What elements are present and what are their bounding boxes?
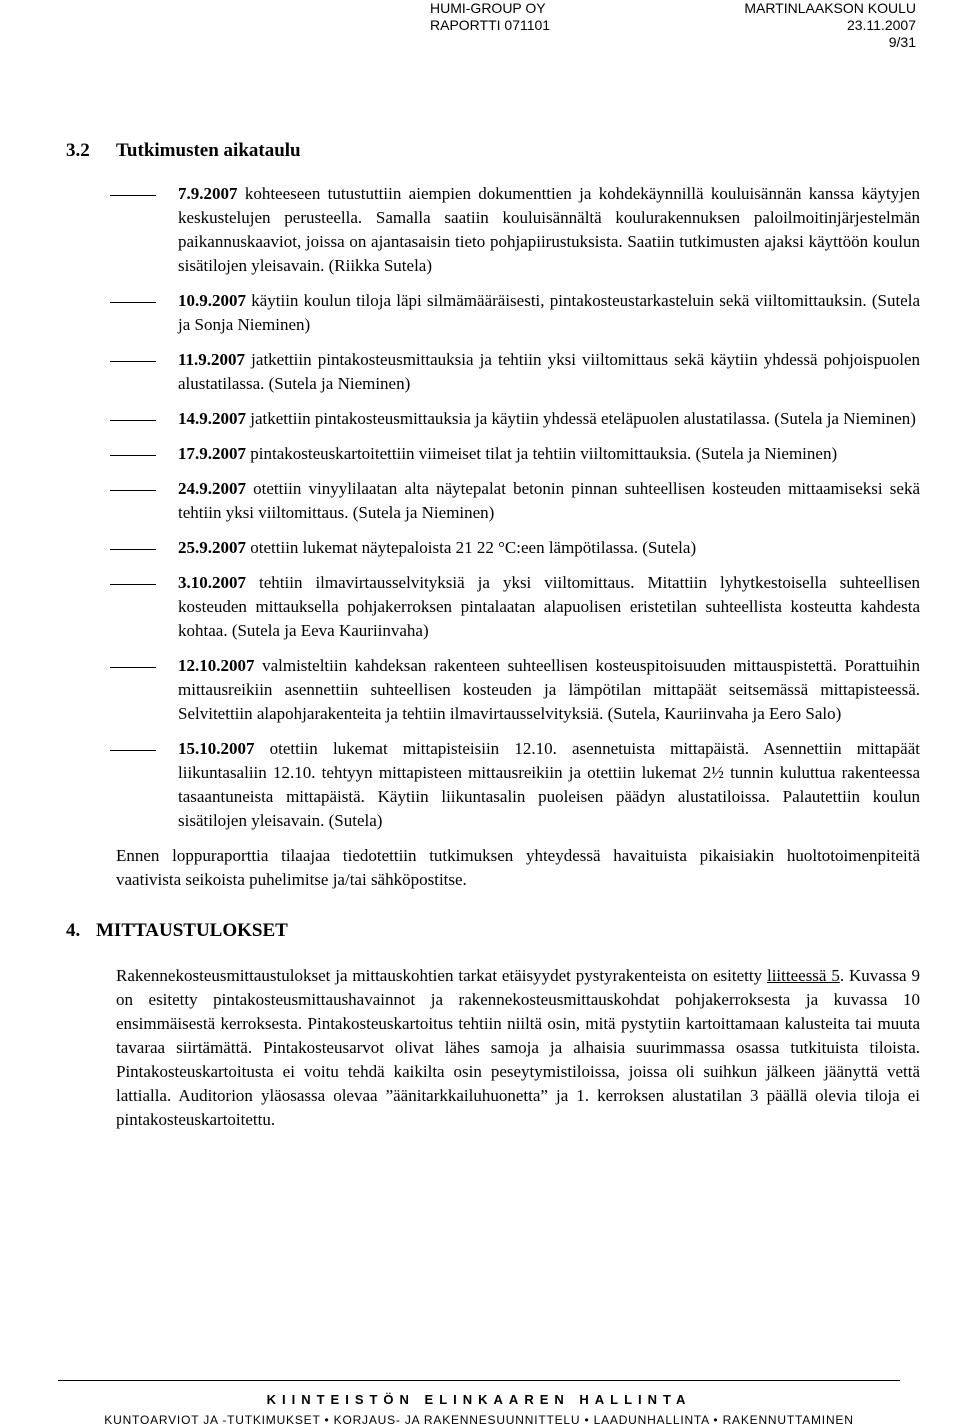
section-heading-3-2 [66,138,920,164]
dash-bullet-icon [110,750,156,751]
dash-bullet-icon [110,490,156,491]
dash-bullet-icon [110,361,156,362]
appendix-5-link[interactable]: liitteessä 5 [766,966,840,985]
entry-text: valmisteltiin kahdeksan rakenteen suhteellisen kosteuspitoisuuden mittauspistettä. Porattuihin mittausreikiin asennettiin suhteellisen kosteuden ja lämpötilan mittapäät seitsemässä mittapisteessä. Selvitettiin alapohjarakenteita ja tehtiin ilmavirtausselvityksiä. (Sutela, Kauriinvaha ja Eero Salo) [178,656,920,723]
list-item [66,442,920,466]
results-text-end: . Kuvassa 9 on esitetty pintakosteusmittaushavainnot ja rakennekosteusmittauskohdat pohjakerroksesta ja kuvassa 10 ensimmäisestä kerroksesta. Pintakosteuskartoitus tehtiin niiltä osin, mitä pystytiin kartoittamaan kalusteita tai muuta tavaraa siirtämättä. Pintakosteusarvot olivat lähes samoja ja alhaisia suurimmassa osassa tutkituista tiloista. Pintakosteuskartoitusta ei voitu tehdä kaikilta osin peseytymistiloissa, joissa oli suihkun jälkeen jäänyttä vettä lattialla. Auditorion yläosassa olevaa ”äänitarkkailuhuonetta” ja 1. kerroksen alustatilan 3 päällä olevia tiloja ei pintakosteuskartoitettu. [116,966,920,1129]
section-number: 4. [66,920,81,941]
schedule-list [66,182,920,833]
entry-text: otettiin vinyylilaatan alta näytepalat betonin pinnan suhteellisen kosteuden mittaamiseksi sekä tehtiin yksi viiltomittaus. (Sutela ja Nieminen) [178,479,920,522]
footer-brand: KIINTEISTÖN ELINKAAREN HALLINTA [266,1392,692,1407]
list-item [66,571,920,643]
dash-bullet-icon [110,455,156,456]
document-body [66,138,920,1132]
list-item [66,477,920,525]
header-right [744,0,916,51]
closing-paragraph: Ennen loppuraporttia tilaajaa tiedotettiin tutkimuksen yhteydessä havaituista pikaisiakin huoltotoimenpiteitä vaativista seikoista puhelimitse ja/tai sähköpostitse. [116,846,920,889]
footer-divider [58,1380,900,1381]
page-number: 9/31 [888,34,916,50]
section-title: Tutkimusten aikataulu [116,140,301,161]
section-number: 3.2 [66,140,90,161]
list-item [66,654,920,726]
entry-date: 11.9.2007 [178,350,246,369]
list-item [66,407,920,431]
list-item [66,536,920,560]
entry-date: 25.9.2007 [178,538,246,557]
entry-date: 3.10.2007 [178,573,246,592]
entry-text: jatkettiin pintakosteusmittauksia ja tehtiin yksi viiltomittaus sekä käytiin yhdessä pohjoispuolen alustatilassa. (Sutela ja Nieminen) [178,350,920,393]
list-item [66,289,920,337]
report-date: 23.11.2007 [846,17,916,33]
section-heading-4 [66,918,920,944]
entry-date: 7.9.2007 [178,184,238,203]
dash-bullet-icon [110,549,156,550]
list-item [66,182,920,278]
project-name: MARTINLAAKSON KOULU [744,0,916,16]
results-text-start: Rakennekosteusmittaustulokset ja mittauskohtien tarkat etäisyydet pystyrakenteista on esitetty [116,966,767,985]
dash-bullet-icon [110,420,156,421]
entry-text: pintakosteuskartoitettiin viimeiset tilat ja tehtiin viiltomittauksia. (Sutela ja Nieminen) [246,444,838,463]
entry-text: kohteeseen tutustuttiin aiempien dokumenttien ja kohdekäynnillä kouluisännän kanssa käytyjen keskustelujen perusteella. Samalla saatiin kouluisännältä koulurakennuksen paloilmoitinjärjestelmän paikannuskaaviot, joissa on ajantasaisin tieto pohjapiirustuksista. Saatiin tutkimusten ajaksi käyttöön koulun sisätilojen yleisavain. (Riikka Sutela) [178,184,920,275]
entry-text: käytiin koulun tiloja läpi silmämääräisesti, pintakosteustarkasteluin sekä viiltomittauksin. (Sutela ja Sonja Nieminen) [178,291,920,334]
list-item [66,348,920,396]
entry-text: otettiin lukemat mittapisteisiin 12.10. asennetuista mittapäistä. Asennettiin mittapäät liikuntasaliin 12.10. tehtyyn mittapisteen mittausreikiin ja otettiin lukemat 2½ tunnin kuluttua rakenteessa tasaantuneista mittapäistä. Käytiin liikuntasalin puoleisen päädyn alustatiloissa. Palautettiin koulun sisätilojen yleisavain. (Sutela) [178,739,920,830]
report-id: RAPORTTI 071101 [430,17,551,33]
entry-date: 10.9.2007 [178,291,246,310]
entry-date: 17.9.2007 [178,444,246,463]
footer-services: KUNTOARVIOT JA -TUTKIMUKSET • KORJAUS- JA RAKENNESUUNNITTELU • LAADUNHALLINTA • RAKENNUTTAMINEN [104,1413,854,1427]
entry-text: otettiin lukemat näytepaloista 21 22 °C:een lämpötilassa. (Sutela) [246,538,697,557]
dash-bullet-icon [110,667,156,668]
company-name: HUMI-GROUP OY [430,0,546,16]
entry-text: tehtiin ilmavirtausselvityksiä ja yksi viiltomittaus. Mitattiin lyhytkestoisella suhteellisen kosteuden mittauksella pohjakerroksen pintalaatan alapuolisen eristetilan suhteellista kosteutta kahdesta kohtaa. (Sutela ja Eeva Kauriinvaha) [178,573,920,640]
entry-date: 14.9.2007 [178,409,246,428]
section-title: MITTAUSTULOKSET [96,920,288,941]
dash-bullet-icon [110,302,156,303]
entry-text: jatkettiin pintakosteusmittauksia ja käytiin yhdessä eteläpuolen alustatilassa. (Sutela ja Nieminen) [246,409,916,428]
entry-date: 12.10.2007 [178,656,255,675]
entry-date: 24.9.2007 [178,479,246,498]
header-left [430,0,550,34]
list-item [66,737,920,833]
dash-bullet-icon [110,584,156,585]
dash-bullet-icon [110,195,156,196]
entry-date: 15.10.2007 [178,739,255,758]
results-paragraph [116,964,920,1132]
page-footer [58,1380,900,1428]
